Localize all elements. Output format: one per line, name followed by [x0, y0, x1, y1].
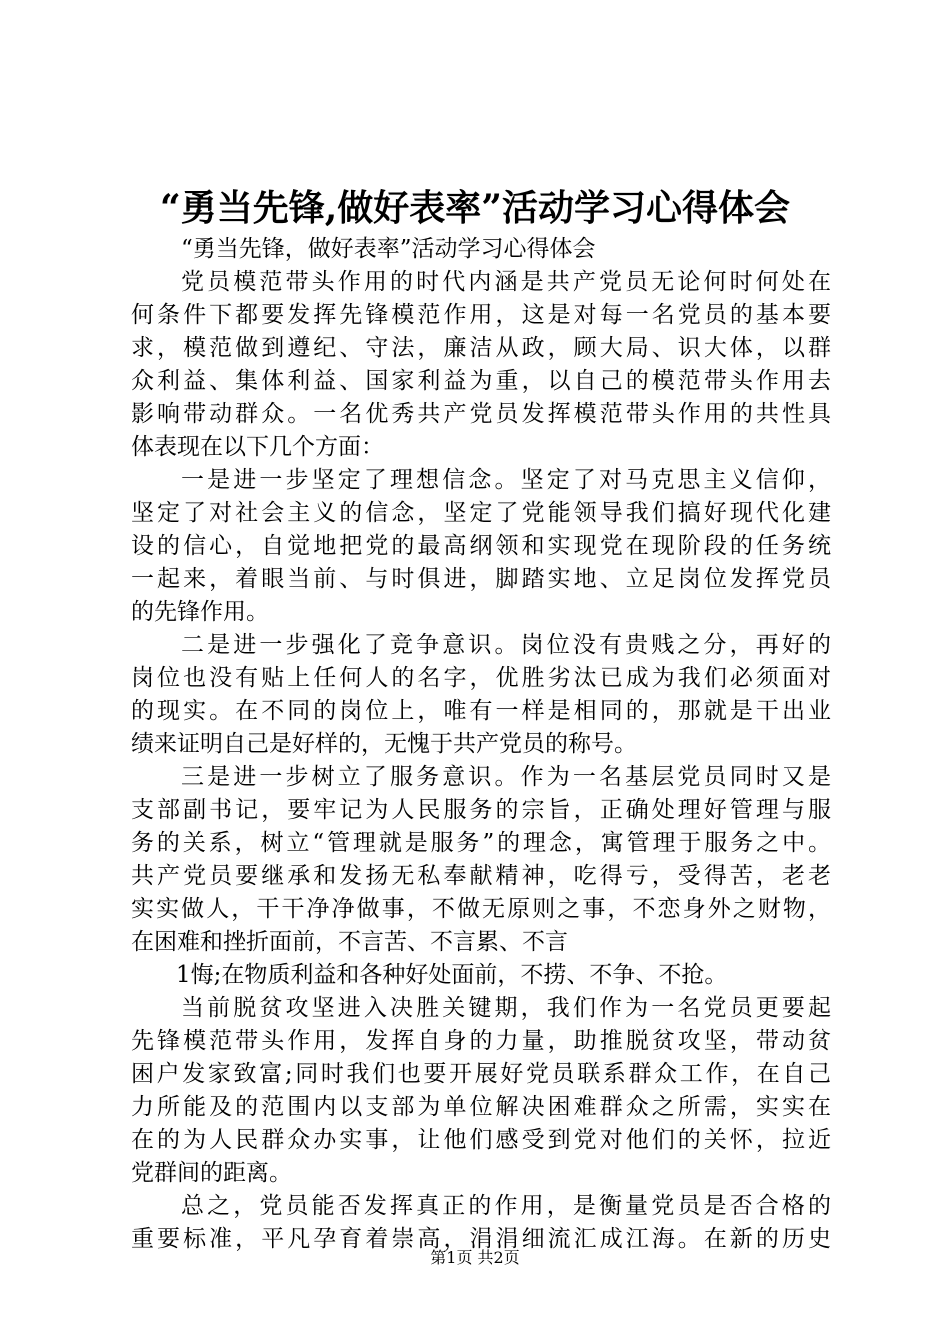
body-line: 影响带动群众。一名优秀共产党员发挥模范带头作用的共性具: [131, 401, 831, 427]
body-line: 设的信心，自觉地把党的最高纲领和实现党在现阶段的任务统: [131, 533, 831, 559]
body-line: 总之，党员能否发挥真正的作用，是衡量党员是否合格的: [181, 1193, 831, 1219]
body-line: 困户发家致富;同时我们也要开展好党员联系群众工作，在自己: [131, 1061, 831, 1087]
body-line: 务的关系，树立“管理就是服务”的理念，寓管理于服务之中。: [131, 830, 831, 856]
body-line: 绩来证明自己是好样的，无愧于共产党员的称号。: [131, 731, 637, 757]
body-line: 党员模范带头作用的时代内涵是共产党员无论何时何处在: [181, 269, 831, 295]
body-line: 支部副书记，要牢记为人民服务的宗旨，正确处理好管理与服: [131, 797, 831, 823]
body-line: 一是进一步坚定了理想信念。坚定了对马克思主义信仰，: [181, 467, 831, 493]
body-line: 共产党员要继承和发扬无私奉献精神，吃得亏，受得苦，老老: [131, 863, 831, 889]
body-line: 的现实。在不同的岗位上，唯有一样是相同的，那就是干出业: [131, 698, 831, 724]
body-line: 众利益、集体利益、国家利益为重，以自己的模范带头作用去: [131, 368, 831, 394]
body-line: 二是进一步强化了竞争意识。岗位没有贵贱之分，再好的: [181, 632, 831, 658]
body-line: 重要标准，平凡孕育着崇高，涓涓细流汇成江海。在新的历史: [131, 1226, 831, 1252]
body-line: 三是进一步树立了服务意识。作为一名基层党员同时又是: [181, 764, 831, 790]
body-line: 1悔;在物质利益和各种好处面前，不捞、不争、不抢。: [176, 962, 728, 988]
body-line: 实实做人，干干净净做事，不做无原则之事，不恋身外之财物，: [131, 896, 831, 922]
page-footer: 第1页 共2页: [430, 1248, 520, 1267]
body-line: 体表现在以下几个方面：: [131, 434, 384, 460]
body-line-subtitle: “勇当先锋，做好表率”活动学习心得体会: [181, 236, 596, 262]
body-line: 岗位也没有贴上任何人的名字，优胜劣汰已成为我们必须面对: [131, 665, 831, 691]
body-line: 的先锋作用。: [131, 599, 269, 625]
body-line: 坚定了对社会主义的信念，坚定了党能领导我们搞好现代化建: [131, 500, 831, 526]
body-line: 先锋模范带头作用，发挥自身的力量，助推脱贫攻坚，带动贫: [131, 1028, 831, 1054]
body-line: 求，模范做到遵纪、守法，廉洁从政，顾大局、识大体，以群: [131, 335, 831, 361]
document-title: “勇当先锋,做好表率”活动学习心得体会: [160, 187, 790, 229]
body-line: 党群间的距离。: [131, 1160, 292, 1186]
body-line: 何条件下都要发挥先锋模范作用，这是对每一名党员的基本要: [131, 302, 831, 328]
body-line: 在的为人民群众办实事，让他们感受到党对他们的关怀，拉近: [131, 1127, 831, 1153]
body-line: 当前脱贫攻坚进入决胜关键期，我们作为一名党员更要起: [181, 995, 831, 1021]
document-body: [131, 233, 831, 1256]
body-line: 力所能及的范围内以支部为单位解决困难群众之所需，实实在: [131, 1094, 831, 1120]
body-line: 在困难和挫折面前，不言苦、不言累、不言: [131, 929, 568, 955]
body-line: 一起来，着眼当前、与时俱进，脚踏实地、立足岗位发挥党员: [131, 566, 831, 592]
